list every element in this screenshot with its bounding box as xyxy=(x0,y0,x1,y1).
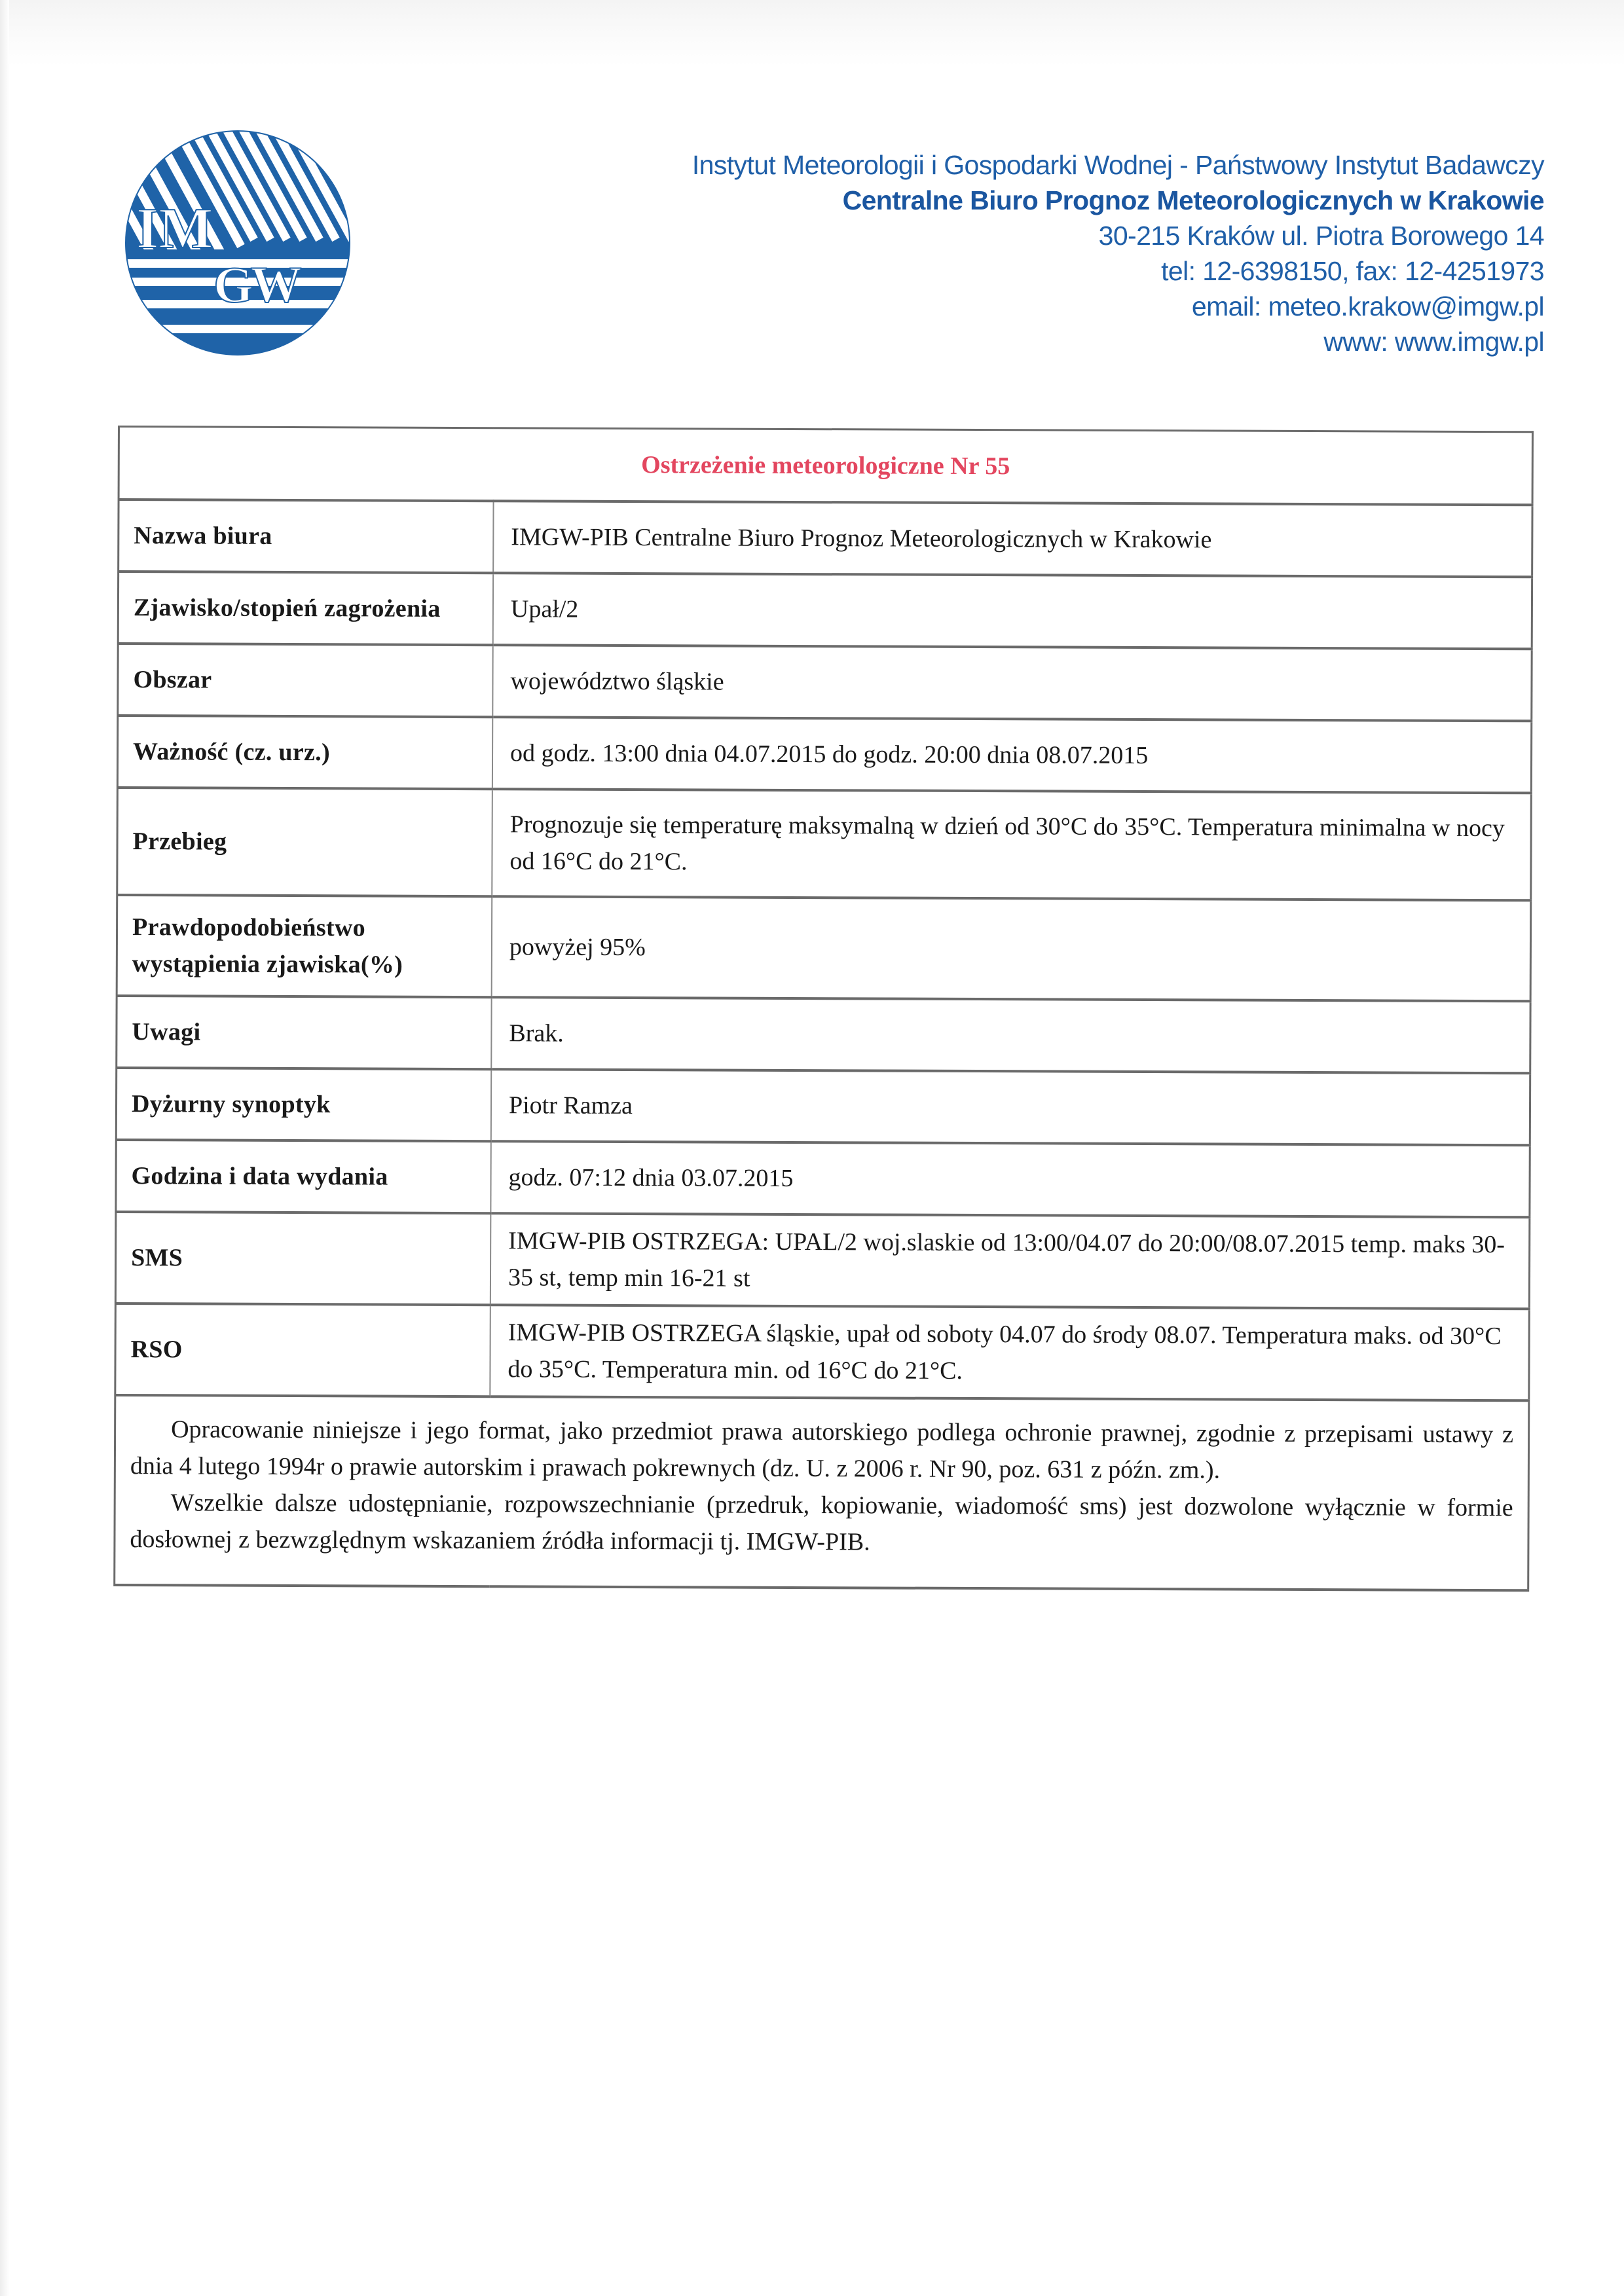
warning-table xyxy=(113,426,1534,1592)
address: 30-215 Kraków ul. Piotra Borowego 14 xyxy=(1098,221,1544,251)
row-value: godz. 07:12 dnia 03.07.2015 xyxy=(490,1141,1530,1217)
table-row-probability xyxy=(117,895,1531,1001)
row-label: Obszar xyxy=(118,644,493,717)
row-value: od godz. 13:00 dnia 04.07.2015 do godz. 20:00 dnia 08.07.2015 xyxy=(492,717,1532,793)
row-value: IMGW-PIB OSTRZEGA śląskie, upał od soboty 04.07 do środy 08.07. Temperatura maks. od 30°C do 35°C. Temperatura min. od 16°C do 21°C. xyxy=(490,1305,1529,1400)
row-label: Ważność (cz. urz.) xyxy=(117,716,492,789)
email-link[interactable]: email: meteo.krakow@imgw.pl xyxy=(1191,291,1544,321)
svg-text:IM: IM xyxy=(136,197,213,261)
imgw-logo-icon xyxy=(123,128,352,357)
copyright-notice xyxy=(115,1395,1529,1590)
notice-paragraph-1: Opracowanie niniejsze i jego format, jako przedmiot prawa autorskiego podlega ochronie prawnej, zgodnie z przepisami ustawy z dnia 4 lutego 1994r o prawie autorskim i prawach pokrewnych (dz. U. z 2006 r. Nr 90, poz. 631 z późn. zm.). xyxy=(130,1415,1514,1484)
bureau-name: Centralne Biuro Prognoz Meteorologicznych w Krakowie xyxy=(842,185,1544,215)
table-row-notice xyxy=(115,1395,1529,1590)
table-row-phenomenon xyxy=(118,572,1532,649)
table-row-validity xyxy=(117,716,1531,793)
notice-paragraph-2: Wszelkie dalsze udostępnianie, rozpowszechnianie (przedruk, kopiowanie, wiadomość sms) jest dozwolone wyłącznie w formie dosłownej z bezwzględnym wskazaniem źródła informacji tj. IMGW-PIB. xyxy=(130,1489,1513,1556)
scan-shadow-left xyxy=(0,0,9,2296)
row-label: Zjawisko/stopień zagrożenia xyxy=(118,572,493,645)
table-row-issued xyxy=(116,1140,1530,1217)
row-value: Brak. xyxy=(491,997,1530,1073)
table-row-course xyxy=(117,788,1532,900)
phone-fax: tel: 12-6398150, fax: 12-4251973 xyxy=(1161,256,1544,286)
table-row-sms xyxy=(115,1212,1530,1309)
row-label: Uwagi xyxy=(117,996,492,1069)
row-label: Prawdopodobieństwo wystąpienia zjawiska(%) xyxy=(117,895,492,997)
institute-header xyxy=(692,147,1544,359)
row-value: województwo śląskie xyxy=(492,645,1532,721)
table-row-area xyxy=(118,644,1532,721)
row-label: RSO xyxy=(115,1303,490,1396)
row-value: IMGW-PIB OSTRZEGA: UPAL/2 woj.slaskie od 13:00/04.07 do 20:00/08.07.2015 temp. maks 30-35 st, temp min 16-21 st xyxy=(490,1213,1530,1309)
row-label: Przebieg xyxy=(117,788,492,896)
table-row-rso xyxy=(115,1303,1530,1400)
row-value: Prognozuje się temperaturę maksymalną w dzień od 30°C do 35°C. Temperatura minimalna w nocy od 16°C do 21°C. xyxy=(492,789,1531,900)
warning-table-container xyxy=(113,426,1534,1592)
table-row-forecaster xyxy=(116,1068,1530,1145)
row-value: Upał/2 xyxy=(493,573,1532,649)
row-label: SMS xyxy=(115,1212,490,1305)
svg-text:GW: GW xyxy=(213,256,299,313)
row-value: powyżej 95% xyxy=(492,896,1531,1001)
website-link[interactable]: www: www.imgw.pl xyxy=(1323,327,1544,357)
row-label: Nazwa biura xyxy=(119,500,494,573)
table-row-office xyxy=(119,500,1532,577)
row-label: Dyżurny synoptyk xyxy=(116,1068,491,1141)
row-value: IMGW-PIB Centralne Biuro Prognoz Meteorologicznych w Krakowie xyxy=(493,501,1532,577)
scan-shadow-top xyxy=(0,0,1624,65)
table-row-remarks xyxy=(117,996,1530,1073)
row-label: Godzina i data wydania xyxy=(116,1140,491,1213)
warning-title: Ostrzeżenie meteorologiczne Nr 55 xyxy=(119,427,1532,505)
institute-name: Instytut Meteorologii i Gospodarki Wodnej - Państwowy Instytut Badawczy xyxy=(692,150,1544,180)
row-value: Piotr Ramza xyxy=(491,1069,1530,1145)
